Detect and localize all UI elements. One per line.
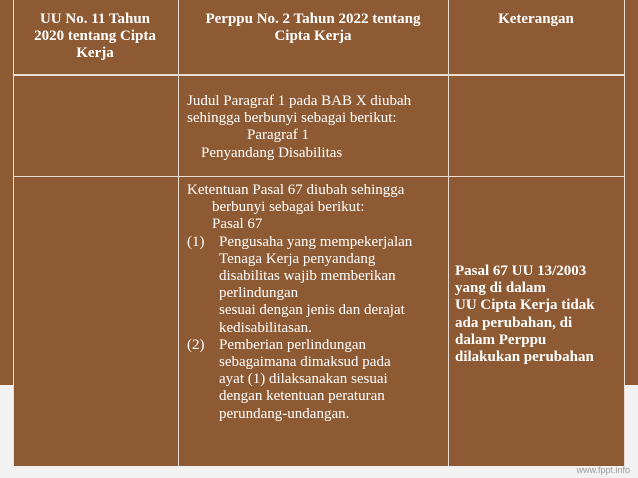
list-item	[187, 337, 445, 423]
header-perppu-2-2022	[182, 11, 444, 45]
text-line: perlindungan	[219, 285, 299, 302]
list-item	[187, 234, 445, 337]
note-line: Pasal 67 UU 13/2003	[455, 263, 587, 279]
text-line: sebagaimana dimaksud pada	[219, 354, 391, 371]
right-border	[624, 0, 625, 466]
header-keterangan	[452, 11, 620, 28]
text-line: disabilitas wajib memberikan	[219, 268, 396, 285]
text-line: sehingga berbunyi sebagai berikut:	[187, 110, 397, 127]
text-line: perundang-undangan.	[219, 405, 350, 422]
text-line: Pemberian perlindungan	[219, 336, 367, 353]
text-line: berbunyi sebagai berikut:	[212, 199, 365, 216]
text-line: sesuai dengan jenis dan derajat	[219, 302, 405, 319]
paragraph-heading: Paragraf 1	[247, 127, 310, 144]
text-line: Judul Paragraf 1 pada BAB X diubah	[187, 93, 412, 109]
note-line: dalam Perppu	[455, 331, 547, 348]
watermark: www.fppt.info	[576, 465, 630, 475]
item-number: (2)	[187, 336, 205, 353]
article-heading: Pasal 67	[212, 216, 263, 233]
row1-perppu-cell	[187, 93, 445, 162]
note-line: UU Cipta Kerja tidak	[455, 297, 595, 314]
header-line: 2020 tentang Cipta	[34, 28, 156, 45]
note-line: yang di dalam	[455, 280, 546, 297]
row2-perppu-cell	[187, 182, 445, 423]
comparison-table	[13, 0, 625, 466]
header-line: Perppu No. 2 Tahun 2022 tentang	[205, 11, 421, 27]
note-line: ada perubahan, di	[455, 314, 573, 331]
text-line: dengan ketentuan peraturan	[219, 388, 385, 405]
column-divider-1	[178, 0, 179, 466]
header-line: UU No. 11 Tahun	[39, 11, 151, 27]
text-line: ayat (1) dilaksanakan sesuai	[219, 371, 388, 388]
note-line: dilakukan perubahan	[455, 349, 594, 366]
header-uu-11-2020	[17, 11, 173, 63]
text-line: Pengusaha yang mempekerjalan	[219, 233, 413, 250]
text-line: Ketentuan Pasal 67 diubah sehingga	[187, 182, 405, 198]
item-number: (1)	[187, 233, 205, 250]
header-line: Kerja	[76, 45, 114, 62]
column-divider-2	[448, 0, 449, 466]
paragraph-title: Penyandang Disabilitas	[201, 144, 343, 161]
text-line: Tenaga Kerja penyandang	[219, 250, 376, 267]
row-divider	[13, 176, 625, 177]
text-line: kedisabilitasan.	[219, 319, 312, 336]
row2-keterangan-cell	[455, 263, 621, 366]
left-border	[13, 0, 14, 466]
header-row-divider	[13, 74, 625, 76]
header-line: Keterangan	[498, 11, 574, 27]
header-line: Cipta Kerja	[274, 28, 352, 45]
